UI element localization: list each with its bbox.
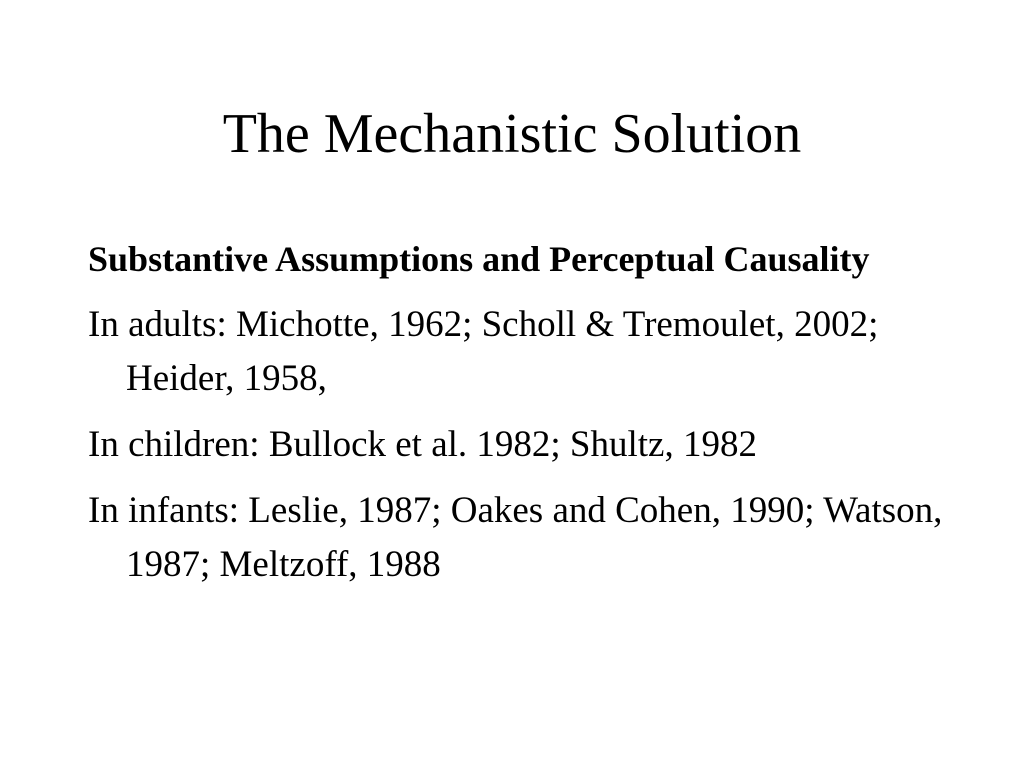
slide-body [88, 232, 948, 604]
adults-paragraph: In adults: Michotte, 1962; Scholl & Tremoulet, 2002; Heider, 1958, [88, 304, 879, 399]
children-paragraph: In children: Bullock et al. 1982; Shultz, 1982 [88, 424, 757, 465]
heading-paragraph: Substantive Assumptions and Perceptual Causality [88, 239, 870, 279]
slide-title: The Mechanistic Solution [222, 103, 802, 165]
infants-paragraph: In infants: Leslie, 1987; Oakes and Cohen, 1990; Watson, 1987; Meltzoff, 1988 [88, 490, 943, 585]
